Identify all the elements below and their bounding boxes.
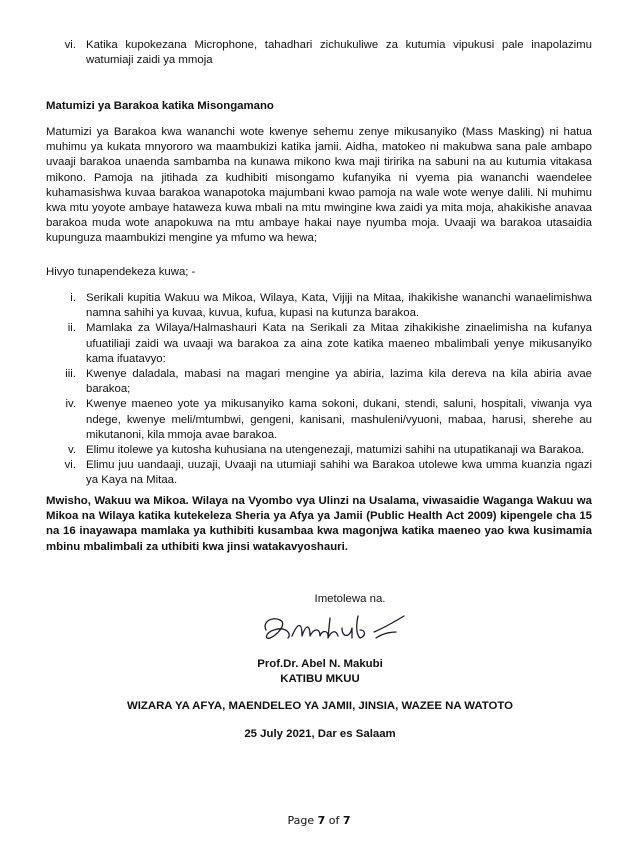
list-number: iii.	[65, 368, 76, 381]
signature	[258, 608, 408, 648]
page-word: Page	[287, 814, 315, 827]
list-number: vi.	[64, 459, 76, 472]
list-item	[46, 367, 592, 397]
list-number: v.	[67, 444, 76, 457]
list-text: Kwenye daladala, mabasi na magari mengine ya abiria, lazima kila dereva na kila abiria avae barakoa;	[86, 368, 592, 396]
list-number: ii.	[67, 322, 76, 335]
list-item-top	[46, 38, 592, 68]
closing-paragraph: Mwisho, Wakuu wa Mikoa. Wilaya na Vyombo vya Ulinzi na Usalama, viwasaidie Waganga Wakuu wa Mikoa na Wilaya katika kutekeleza Sheria ya Afya ya Jamii (Public Health Act 2009) kipengele cha 15 na 16 inayawapa mamlaka ya kuthibiti kusambaa kwa magonjwa katika maeneo yao kwa kusimamia mbinu mbalimbali za uthibiti kwa jinsi watakavyoshauri.	[46, 495, 592, 553]
recommendation-list	[46, 291, 592, 489]
recommendation-intro: Hivyo tunapendekeza kuwa; -	[46, 266, 196, 278]
list-number: vi.	[64, 39, 76, 51]
signatory-name: Prof.Dr. Abel N. Makubi	[257, 658, 383, 670]
total-pages: 7	[342, 814, 351, 827]
list-item	[46, 291, 592, 321]
of-word: of	[328, 814, 340, 827]
list-text: Mamlaka za Wilaya/Halmashauri Kata na Serikali za Mitaa zihakikishe zinaelimisha na kufanya ufuatiliaji zaidi wa uvaaji wa barakoa za aina zote katika maeneo mbalimbali yenye mikusanyiko kama ifuatavyo:	[86, 322, 592, 365]
list-item	[46, 321, 592, 367]
list-text: Kwenye maeneo yote ya mikusanyiko kama sokoni, dukani, stendi, saluni, hospitali, viwanja vya ndege, kwenye meli/mtumbwi, gengeni, kanisani, mashuleni/vyuoni, mabaa, harusi, sherehe au mikutanoni, kila mmoja avae barakoa.	[86, 398, 592, 441]
section-heading: Matumizi ya Barakoa katika Misongamano	[46, 100, 274, 112]
list-text: Elimu itolewe ya kutosha kuhusiana na utengenezaji, matumizi sahihi na utupatikanaji wa Barakoa.	[86, 444, 585, 457]
approved-by-label: Imetolewa na.	[314, 593, 386, 605]
list-text: Katika kupokezana Microphone, tahadhari zichukuliwe za kutumia vipukusi pale inapolazimu watumiaji zaidi ya mmoja	[86, 39, 592, 67]
list-item	[46, 458, 592, 488]
section-paragraph: Matumizi ya Barakoa kwa wananchi wote kwenye sehemu zenye mikusanyiko (Mass Masking) ni hatua muhimu ya kukata mnyororo wa maambukizi katika jamii. Aidha, matokeo ni makubwa sana pale ambapo uvaaji barakoa unaenda sambamba na kunawa mikono kwa maji tiririka na sabuni na au kutumia vitakasa mikono. Pamoja na jitihada za kudhibiti misongamo kufanyika ni vyema pia wananchi waendelee kuhamasishwa kuvaa barakoa wanapotoka majumbani kwao pamoja na wale wote wenye dalili. Ni muhimu kwa mtu yoyote ambaye hataweza kuwa mbali na mtu mwingine kwa zaidi ya mita moja, ahakikishe anavaa barakoa muda wote anapokuwa na mtu ambaye hakai naye nyumba moja. Uvaaji wa barakoa utasaidia kupunguza maambukizi mengine ya mfumo wa hewa;	[46, 126, 592, 245]
list-text: Serikali kupitia Wakuu wa Mikoa, Wilaya, Kata, Vijiji na Mitaa, ihakikishe wananchi wanaelimishwa namna sahihi ya kuvaa, kuvua, kufua, kupasi na kutunza barakoa.	[86, 292, 592, 320]
signatory-title: KATIBU MKUU	[280, 673, 360, 685]
current-page: 7	[317, 814, 326, 827]
list-item	[46, 397, 592, 443]
list-item	[46, 443, 592, 458]
list-number: i.	[70, 292, 76, 304]
ministry-name: WIZARA YA AFYA, MAENDELEO YA JAMII, JINSIA, WAZEE NA WATOTO	[126, 700, 514, 712]
list-number: iv.	[65, 398, 76, 411]
list-text: Elimu juu uandaaji, uuzaji, Uvaaji na utumiaji sahihi wa Barakoa utolewe kwa umma kuanzia ngazi ya Kaya na Mitaa.	[86, 459, 592, 487]
issue-date: 25 July 2021, Dar es Salaam	[244, 728, 396, 740]
page-footer	[0, 813, 638, 828]
